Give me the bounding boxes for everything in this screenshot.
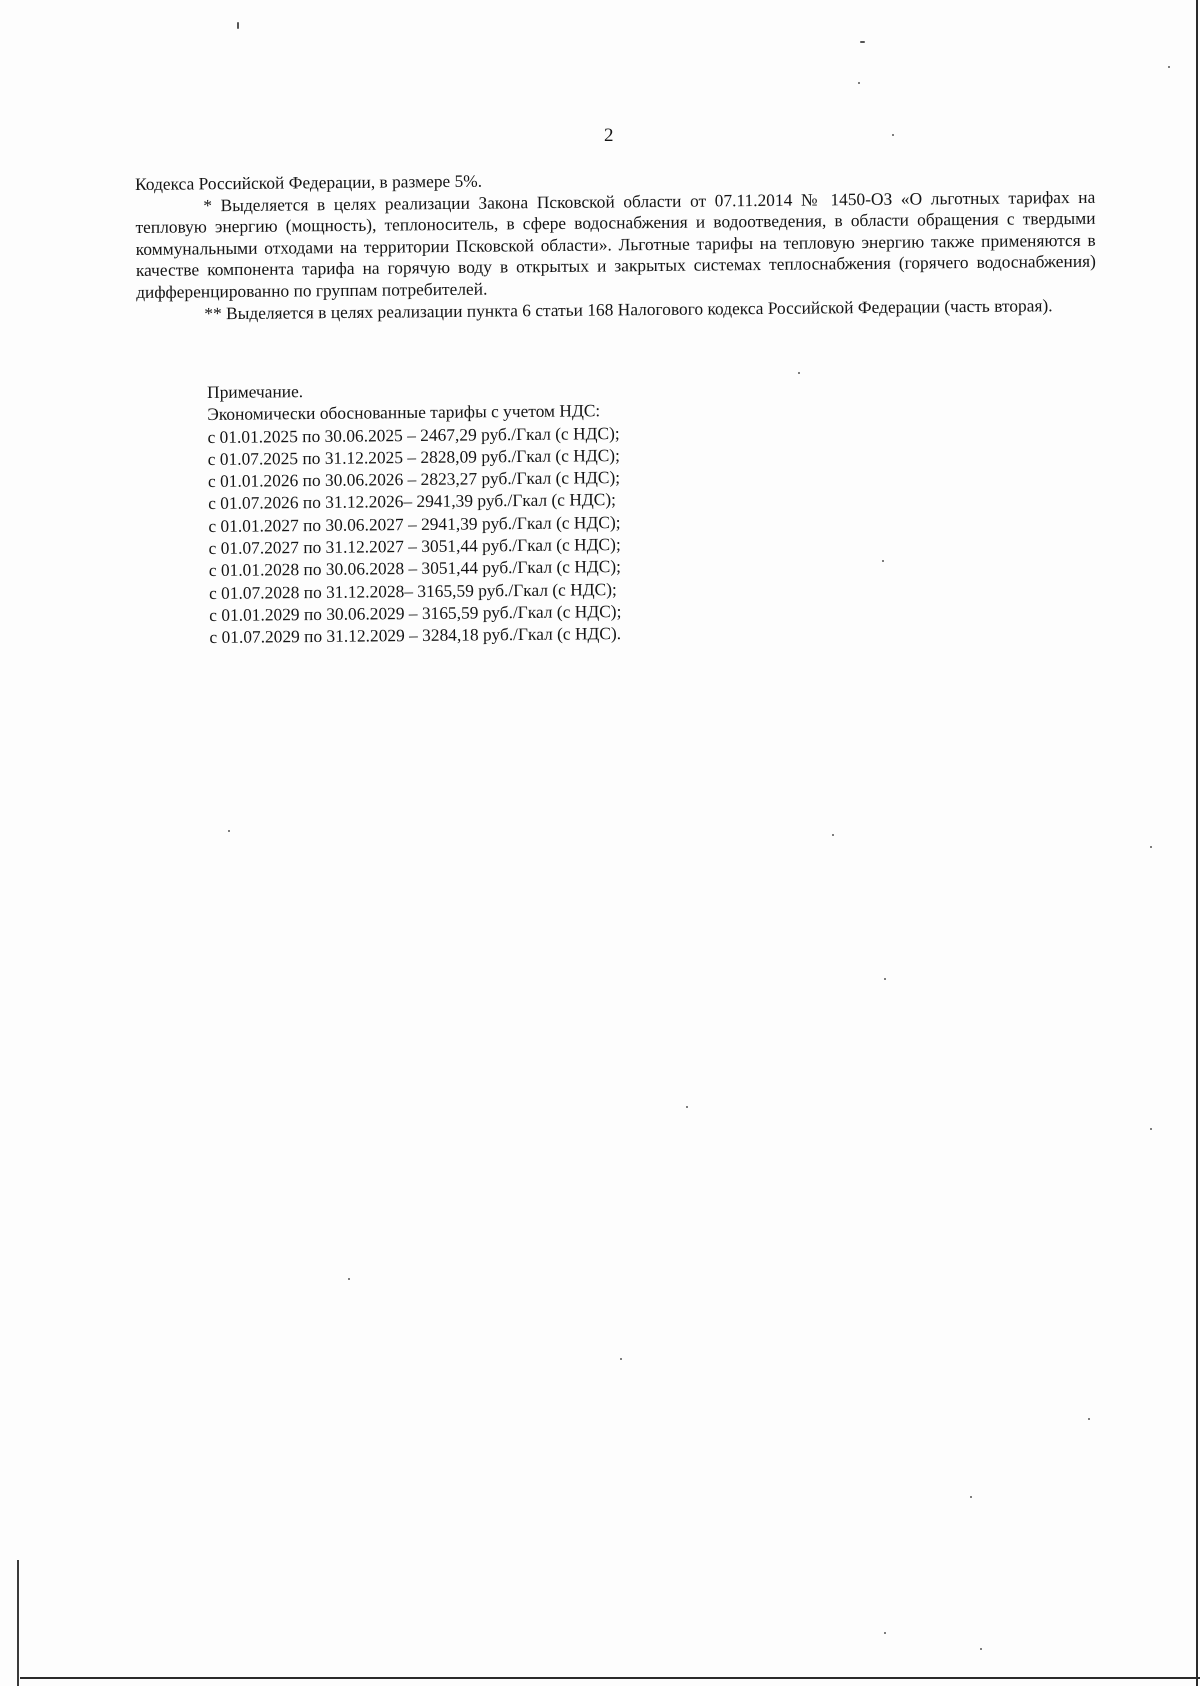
note-subheading: Экономически обоснованные тарифы с учетом НДС:	[207, 400, 601, 425]
scan-speck	[884, 978, 886, 980]
scan-speck	[348, 1278, 350, 1280]
tariff-line: с 01.01.2028 по 30.06.2028 – 3051,44 руб./Гкал (с НДС);	[208, 556, 622, 581]
scan-speck	[832, 834, 834, 836]
tariff-line: с 01.01.2025 по 30.06.2025 – 2467,29 руб./Гкал (с НДС);	[207, 422, 620, 447]
scan-speck	[980, 1648, 982, 1650]
scan-speck	[882, 560, 884, 562]
footnote-double-asterisk: ** Выделяется в целях реализации пункта 6 статьи 168 Налогового кодекса Российской Федерации (часть вторая).	[204, 294, 1053, 323]
tariff-line: с 01.07.2026 по 31.12.2026– 2941,39 руб./Гкал (с НДС);	[208, 489, 617, 514]
scan-speck	[1150, 846, 1152, 848]
scan-speck	[237, 22, 239, 29]
tariff-line: с 01.07.2027 по 31.12.2027 – 3051,44 руб./Гкал (с НДС);	[208, 534, 621, 559]
tariff-line: с 01.07.2025 по 31.12.2025 – 2828,09 руб./Гкал (с НДС);	[207, 444, 620, 469]
scan-speck	[1150, 1128, 1152, 1130]
tariff-line: с 01.01.2026 по 30.06.2026 – 2823,27 руб./Гкал (с НДС);	[207, 467, 621, 492]
tariff-line: с 01.07.2029 по 31.12.2029 – 3284,18 руб./Гкал (с НДС).	[209, 623, 622, 648]
scan-speck	[228, 830, 230, 832]
body-text	[135, 165, 1096, 325]
scan-speck	[1088, 1418, 1090, 1420]
scan-border-right	[1196, 0, 1198, 1686]
scan-speck	[860, 41, 865, 43]
scan-speck	[892, 134, 894, 136]
scan-border-bottom	[20, 1677, 1200, 1679]
tariff-line: с 01.01.2027 по 30.06.2027 – 2941,39 руб./Гкал (с НДС);	[208, 511, 621, 536]
tariff-line: с 01.07.2028 по 31.12.2028– 3165,59 руб./Гкал (с НДС);	[208, 578, 617, 603]
paragraph-continuation: Кодекса Российской Федерации, в размере 5%.	[135, 170, 483, 194]
scan-speck	[858, 82, 860, 84]
scan-speck	[1168, 66, 1170, 68]
tariff-note	[207, 377, 622, 649]
scan-speck	[884, 1632, 886, 1634]
note-heading: Примечание.	[207, 381, 304, 402]
scan-speck	[686, 1106, 688, 1108]
tariff-line: с 01.01.2029 по 30.06.2029 – 3165,59 руб./Гкал (с НДС);	[209, 601, 622, 625]
scan-border-left	[17, 1560, 19, 1686]
page-number: 2	[604, 125, 614, 146]
scan-speck	[970, 1496, 972, 1498]
scan-speck	[620, 1358, 622, 1360]
footnote-single-asterisk: * Выделяется в целях реализации Закона Псковской области от 07.11.2014 № 1450-ОЗ «О льготных тарифах на тепловую энергию (мощность), теплоноситель, в сфере водоснабжения и водоотведения, в области обращения с твердыми коммунальными отходами на территории Псковской области». Льготные тарифы на тепловую энергию также применяются в качестве компонента тарифа на горячую воду в открытых и закрытых системах теплоснабжения (горячего водоснабжения) дифференцированно по группам потребителей.	[135, 186, 1096, 302]
scan-speck	[798, 372, 800, 374]
